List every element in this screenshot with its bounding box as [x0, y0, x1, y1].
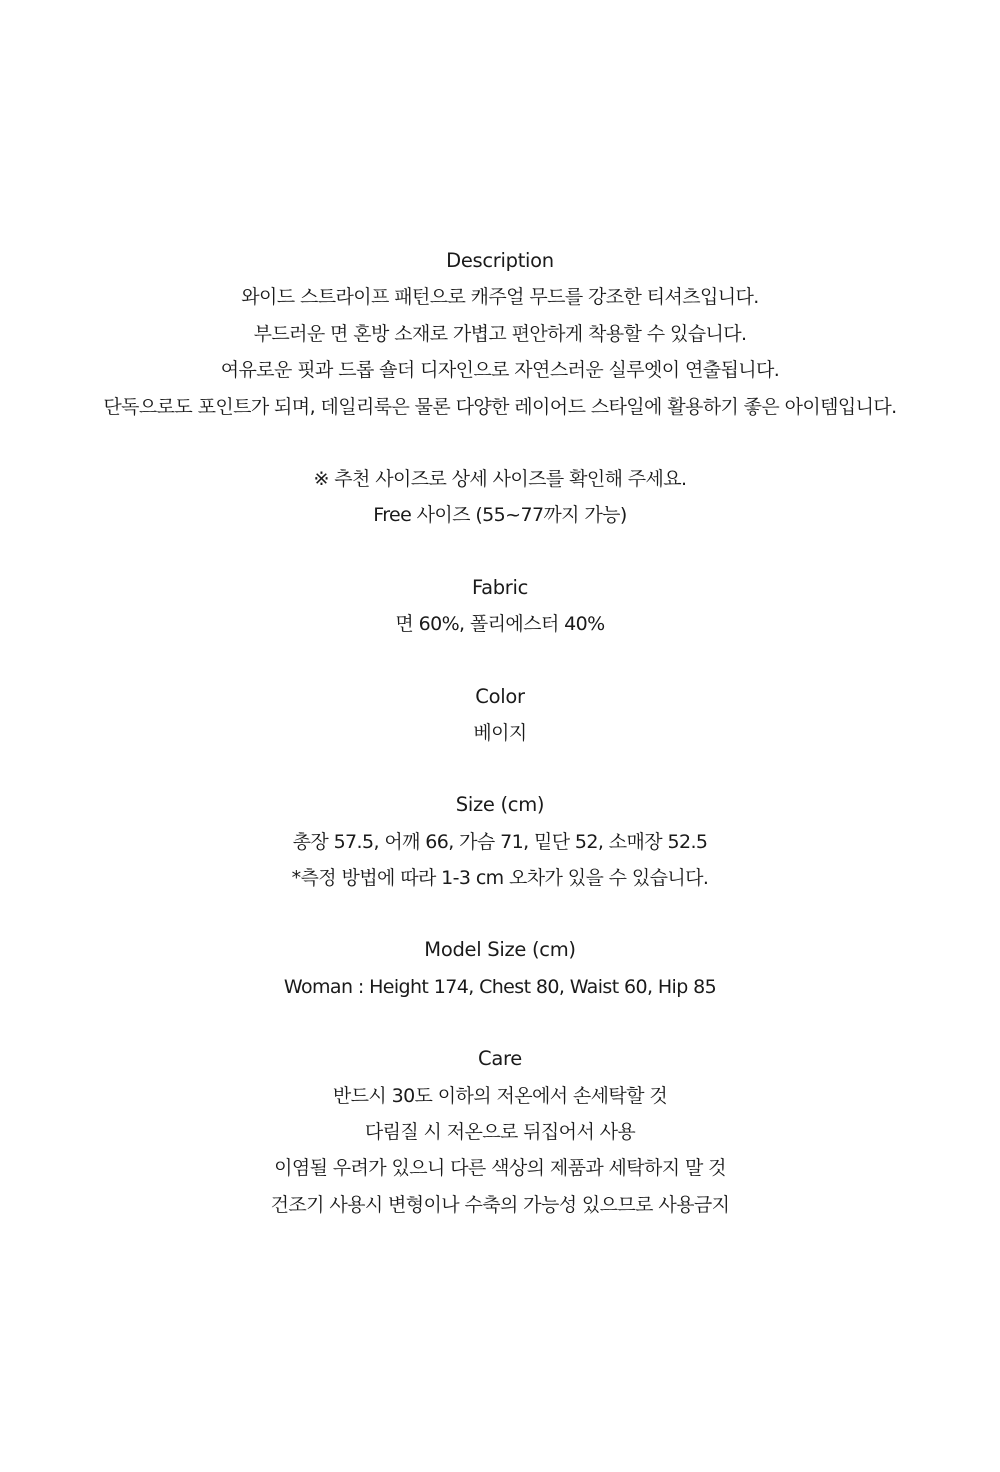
care-section — [0, 1041, 1000, 1223]
size-note-section — [0, 461, 1000, 534]
description-line: 부드러운 면 혼방 소재로 가볍고 편안하게 착용할 수 있습니다. — [253, 322, 747, 345]
color-value: 베이지 — [473, 721, 527, 744]
size-heading: Size (cm) — [455, 793, 545, 817]
care-instruction: 반드시 30도 이하의 저온에서 손세탁할 것 — [332, 1084, 668, 1107]
care-instruction: 이염될 우려가 있으니 다른 색상의 제품과 세탁하지 말 것 — [274, 1157, 726, 1180]
fabric-composition: 면 60%, 폴리에스터 40% — [395, 613, 605, 636]
model-size-heading: Model Size (cm) — [424, 938, 576, 962]
fabric-heading: Fabric — [471, 575, 529, 599]
size-tolerance-note: *측정 방법에 따라 1-3 cm 오차가 있을 수 있습니다. — [291, 867, 709, 890]
care-instruction: 건조기 사용시 변형이나 수축의 가능성 있으므로 사용금지 — [270, 1193, 730, 1216]
care-heading: Care — [478, 1047, 522, 1071]
fabric-section — [0, 570, 1000, 643]
size-measurements: 총장 57.5, 어깨 66, 가슴 71, 밑단 52, 소매장 52.5 — [292, 830, 708, 853]
model-size-section — [0, 932, 1000, 1005]
color-section — [0, 679, 1000, 752]
size-recommendation-note: ※ 추천 사이즈로 상세 사이즈를 확인해 주세요. — [313, 467, 687, 490]
description-line: 여유로운 핏과 드롭 숄더 디자인으로 자연스러운 실루엣이 연출됩니다. — [220, 359, 780, 382]
care-instruction: 다림질 시 저온으로 뒤집어서 사용 — [364, 1121, 636, 1144]
description-heading: Description — [446, 249, 554, 272]
description-line: 와이드 스트라이프 패턴으로 캐주얼 무드를 강조한 티셔츠입니다. — [241, 286, 759, 309]
description-line: 단독으로도 포인트가 되며, 데일리룩은 물론 다양한 레이어드 스타일에 활용하기 좋은 아이템입니다. — [103, 395, 897, 418]
description-section — [0, 243, 1000, 425]
size-section — [0, 787, 1000, 896]
model-measurements: Woman : Height 174, Chest 80, Waist 60, Hip 85 — [283, 975, 717, 998]
free-size-note: Free 사이즈 (55~77까지 가능) — [373, 504, 627, 527]
color-heading: Color — [475, 684, 525, 708]
